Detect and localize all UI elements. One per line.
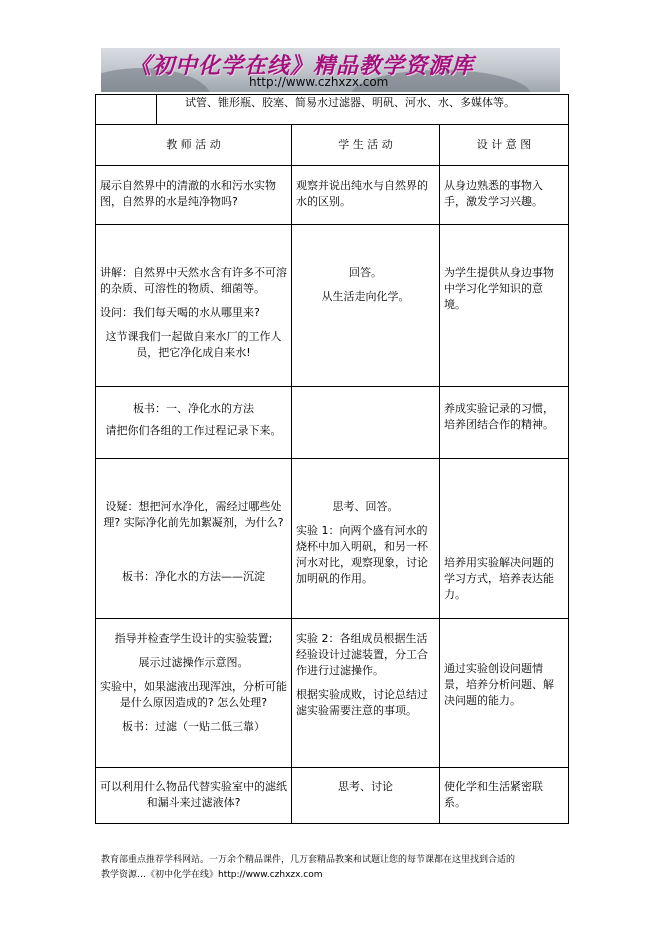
- student-cell: [292, 459, 440, 619]
- table-row: [96, 768, 569, 824]
- cell-text: 展示自然界中的清澈的水和污水实物图，自然界的水是纯净物吗?: [100, 179, 276, 208]
- student-cell: [292, 619, 440, 768]
- cell-text: 观察并说出纯水与自然界的水的区别。: [296, 179, 428, 208]
- cell-text: 设疑：想把河水净化，需经过哪些处理? 实际净化前先加絮凝剂，为什么?: [103, 500, 284, 529]
- cell-text: 板书：净化水的方法——沉淀: [122, 570, 265, 583]
- design-cell: [440, 459, 569, 619]
- cell-text: 板书：一、净化水的方法: [133, 402, 254, 415]
- cell-text: 为学生提供从身边事物中学习化学知识的意境。: [444, 266, 554, 311]
- table-row: [96, 225, 569, 387]
- cell-text: 回答。: [349, 266, 382, 279]
- table-row: [96, 459, 569, 619]
- materials-row: [96, 95, 569, 125]
- teacher-cell: [96, 166, 292, 225]
- design-cell: [440, 387, 569, 459]
- site-banner: [101, 48, 560, 92]
- cell-text: 实验中，如果滤液出现浑浊，分析可能是什么原因造成的? 怎么处理?: [100, 680, 287, 709]
- table-row: [96, 166, 569, 225]
- student-cell: [292, 768, 440, 824]
- materials-text: 试管、锥形瓶、胶塞、简易水过滤器、明矾、河水、水、多媒体等。: [185, 96, 515, 109]
- cell-text: 可以利用什么物品代替实验室中的滤纸和漏斗来过滤液体?: [100, 780, 287, 809]
- cell-text: 思考、回答。: [332, 500, 399, 513]
- design-cell: [440, 619, 569, 768]
- banner-title: 《初中化学在线》精品教学资源库: [129, 53, 475, 79]
- cell-text: 从生活走向化学。: [321, 290, 410, 303]
- cell-text: 这节课我们一起做自来水厂的工作人员，把它净化成自来水!: [105, 330, 282, 359]
- teacher-cell: [96, 225, 292, 387]
- cell-text: 培养用实验解决问题的学习方式，培养表达能力。: [444, 556, 554, 601]
- design-cell: [440, 166, 569, 225]
- cell-text: 实验 1：向两个盛有河水的烧杯中加入明矾，和另一杯河水对比，观察现象，讨论加明矾的作用。: [296, 524, 428, 585]
- cell-text: 讲解：自然界中天然水含有许多不可溶的杂质、可溶性的物质、细菌等。: [100, 266, 287, 295]
- cell-text: 设问：我们每天喝的水从哪里来?: [100, 306, 260, 319]
- table-row: [96, 619, 569, 768]
- design-cell: [440, 768, 569, 824]
- cell-text: 实验 2：各组成员根据生活经验设计过滤装置，分工合作进行过滤操作。: [296, 632, 428, 677]
- cell-text: 板书：过滤（一贴二低三靠）: [122, 720, 265, 733]
- teacher-cell: [96, 387, 292, 459]
- cell-text: 养成实验记录的习惯，培养团结合作的精神。: [444, 402, 554, 431]
- materials-label-cell: [96, 95, 157, 125]
- teacher-cell: [96, 768, 292, 824]
- teacher-cell: [96, 459, 292, 619]
- student-cell: [292, 387, 440, 459]
- student-cell: [292, 225, 440, 387]
- banner-url[interactable]: http://www.czhxzx.com: [249, 75, 389, 89]
- cell-text: 根据实验成败，讨论总结过滤实验需要注意的事项。: [296, 688, 428, 717]
- header-row: [96, 125, 569, 166]
- lesson-table: [95, 94, 569, 824]
- cell-text: 从身边熟悉的事物入手，激发学习兴趣。: [444, 179, 543, 208]
- footer-line: 教育部重点推荐学科网站。一万余个精品课件，几万套精品教案和试题让您的每节课都在这里找到合适的: [101, 855, 516, 865]
- cell-text: 思考、讨论: [338, 780, 393, 793]
- header-student: 学 生 活 动: [292, 125, 440, 166]
- table-row: [96, 387, 569, 459]
- cell-text: 通过实验创设问题情景，培养分析问题、解决问题的能力。: [444, 662, 554, 707]
- header-teacher: 教 师 活 动: [96, 125, 292, 166]
- design-cell: [440, 225, 569, 387]
- materials-cell: [157, 95, 569, 125]
- page-footer: [101, 853, 571, 883]
- teacher-cell: [96, 619, 292, 768]
- cell-text: 指导并检查学生设计的实验装置;: [114, 632, 273, 645]
- footer-line: 教学资源…《初中化学在线》http://www.czhxzx.com: [101, 870, 323, 880]
- cell-text: 请把你们各组的工作过程记录下来。: [105, 424, 282, 437]
- student-cell: [292, 166, 440, 225]
- cell-text: 使化学和生活紧密联系。: [444, 780, 543, 809]
- cell-text: 展示过滤操作示意图。: [138, 656, 249, 669]
- header-design: 设 计 意 图: [440, 125, 569, 166]
